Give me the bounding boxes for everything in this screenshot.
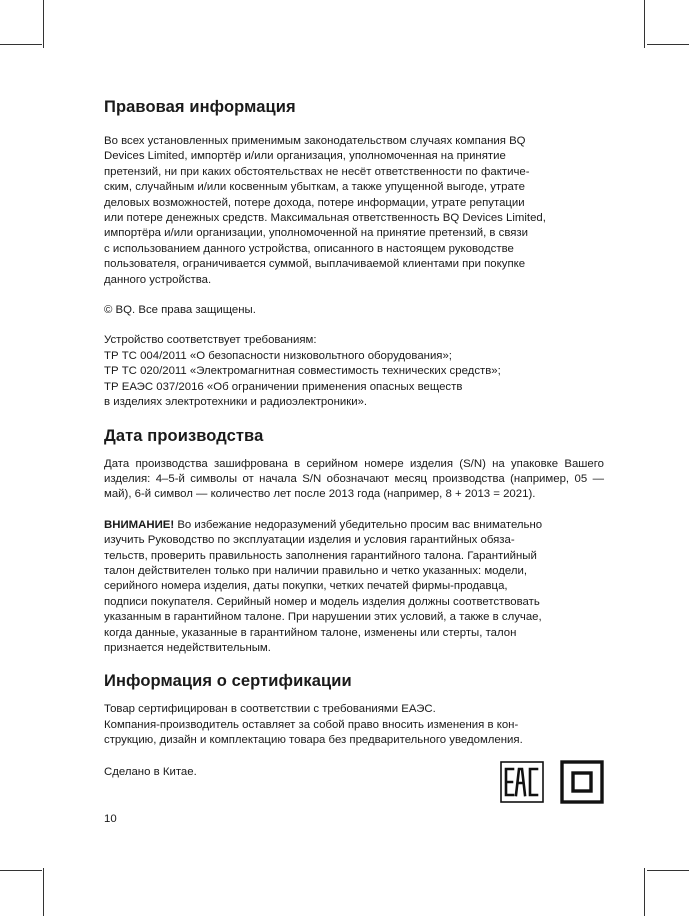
crop-mark <box>43 868 44 916</box>
eac-logo-icon <box>500 761 544 803</box>
page-content <box>104 96 604 749</box>
crop-mark <box>0 870 42 871</box>
crop-mark <box>644 0 645 48</box>
certification-title: Информация о сертификации <box>104 672 352 691</box>
crop-mark <box>43 0 44 48</box>
legal-title: Правовая информация <box>104 98 296 116</box>
warning-paragraph: ВНИМАНИЕ! Во избежание недоразумений убедительно просим вас внимательно изучить Руководство по эксплуатации изделия и условия гарантийных обяза- тельств, проверить правильность заполнения гарантийного талона. Гарантийный талон действителен только при наличии правильно и четко указанных: модели, серийного номера изделия, даты покупки, четких печатей фирмы-продавца, подписи покупателя. Серийный номер и модель изделия должны соответствовать указанным в гарантийном талоне. При нарушении этих условий, а также в случае, когда данные, указанные в гарантийном талоне, изменены или стерты, талон признается недействительным. <box>104 518 543 654</box>
page-number: 10 <box>104 813 117 825</box>
production-title: Дата производства <box>104 426 264 445</box>
made-in-text: Сделано в Китае. <box>104 766 197 778</box>
crop-mark <box>647 44 689 45</box>
crop-mark <box>0 44 42 45</box>
compliance-list: Устройство соответствует требованиям: ТР ТС 004/2011 «О безопасности низковольтного оборудования»; ТР ТС 020/2011 «Электромагнитная совместимость технических средств»; ТР ЕАЭС 037/2016 «Об ограничении применения опасных веществ в изделиях электротехники и радиоэлектроники». <box>104 334 501 409</box>
crop-mark <box>647 870 689 871</box>
double-insulation-icon <box>560 760 604 804</box>
copyright-text: © BQ. Все права защищены. <box>104 304 256 317</box>
production-paragraph: Дата производства зашифрована в серийном номере изделия (S/N) на упаковке Вашего изделия: 4–5-й символы от начала S/N обозначают месяц производства (например, 05 — май), 6-й символ — количество лет после 2013 года (например, 8 + 2013 = 2021). <box>104 457 604 501</box>
crop-mark <box>644 868 645 916</box>
warning-label: ВНИМАНИЕ! <box>104 518 175 531</box>
legal-paragraph: Во всех установленных применимым законодательством случаях компания BQ Devices Limited, импортёр и/или организация, уполномоченная на принятие претензий, ни при каких обстоятельствах не несёт ответственности по фактиче- ским, случайным и/или косвенным убыткам, а также упущенной выгоде, утрате деловых возможностей, потере дохода, потере информации, утрате репутации или потере денежных средств. Максимальная ответственность BQ Devices Limited, импортёра и/или организации, уполномоченной на принятие претензий, в связи с использованием данного устройства, описанного в настоящем руководстве пользователя, ограничивается суммой, выплачиваемой клиентами при покупке данного устройства. <box>104 135 546 286</box>
certification-paragraph: Товар сертифицирован в соответствии с требованиями ЕАЭС. Компания-производитель оставляет за собой право вносить изменения в кон- струкцию, дизайн и комплектацию товара без предварительного уведомления. <box>104 703 523 747</box>
